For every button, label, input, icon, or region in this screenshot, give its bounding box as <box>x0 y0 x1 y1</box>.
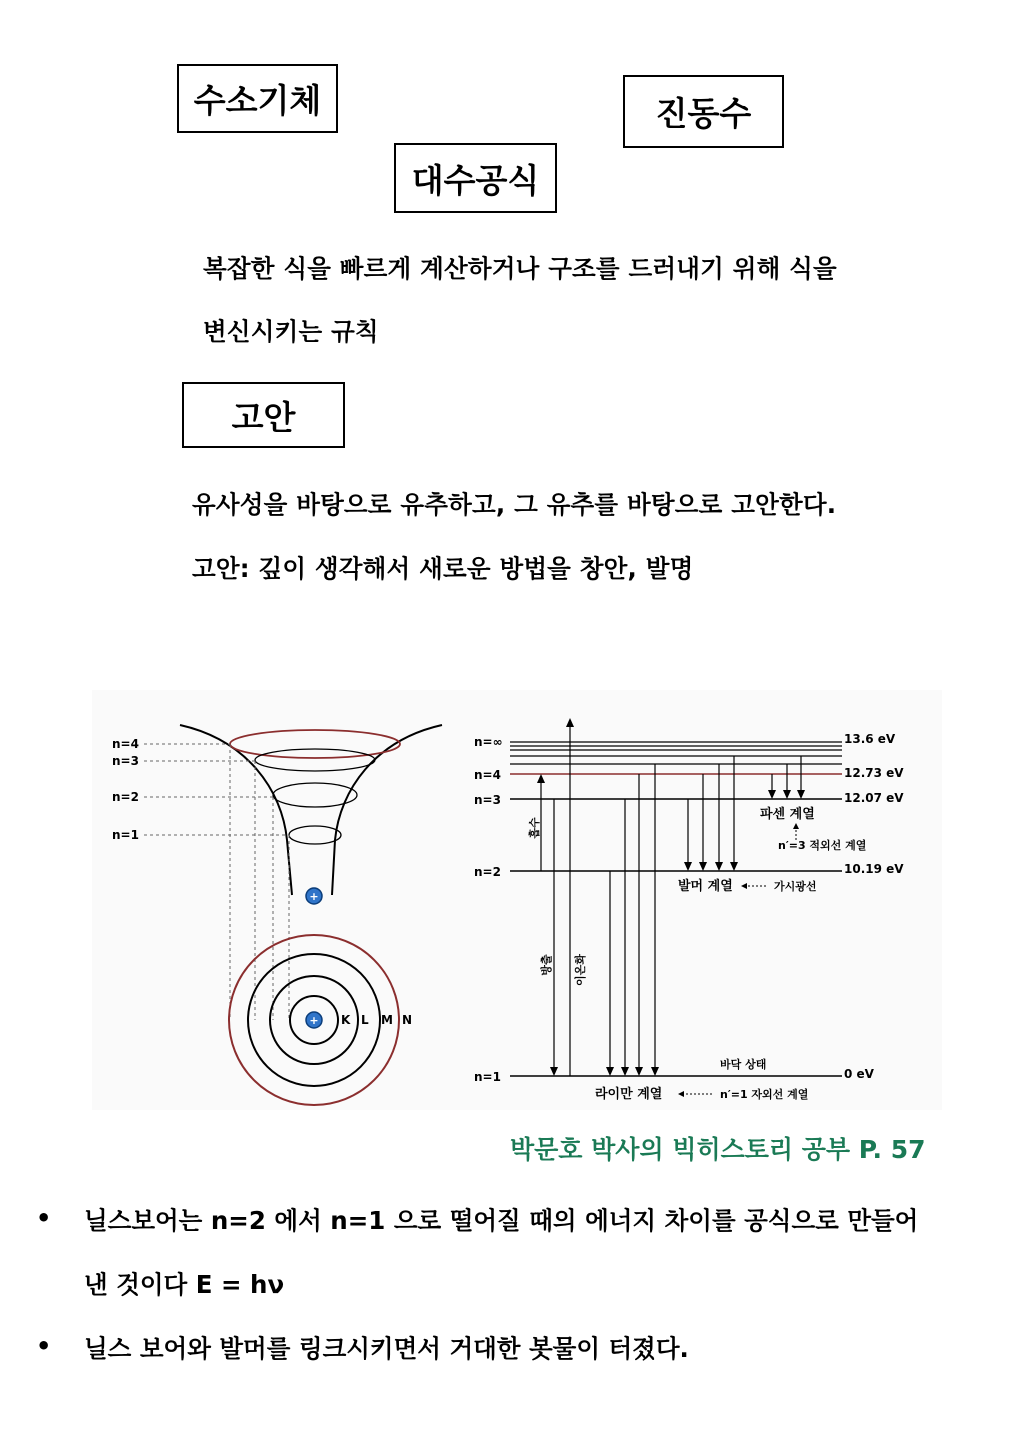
lyman-label: 라이만 계열 <box>595 1087 663 1102</box>
funnel-label-n1: n=1 <box>112 828 139 842</box>
funnel-label-n3: n=3 <box>112 754 139 768</box>
source-caption: 박문호 박사의 빅히스토리 공부 P. 57 <box>510 1135 926 1164</box>
funnel-label-n2: n=2 <box>112 790 139 804</box>
bohr-model-figure <box>92 690 942 1110</box>
shell-nucleus-sign: + <box>309 1014 319 1027</box>
funnel-label-n4: n=4 <box>112 737 139 751</box>
box-algebraic-formula: 대수공식 <box>394 143 557 213</box>
ionization-label: 이온화 <box>574 954 587 986</box>
absorption-label: 흡수 <box>528 817 541 839</box>
devise-line-2: 고안: 깊이 생각해서 새로운 방법을 창안, 발명 <box>192 554 694 583</box>
box-hydrogen-gas: 수소기체 <box>177 64 338 133</box>
energy-value-0: 0 eV <box>844 1067 874 1081</box>
bullet-2-line-1: 닐스 보어와 발머를 링크시키면서 거대한 봇물이 터졌다. <box>84 1334 689 1363</box>
box-frequency: 진동수 <box>623 75 784 148</box>
shell-label-m: M <box>381 1013 393 1027</box>
energy-value-12-73: 12.73 eV <box>844 766 904 780</box>
level-label-n3: n=3 <box>474 793 501 807</box>
lyman-note: n′=1 자외선 계열 <box>720 1088 809 1101</box>
level-label-n4: n=4 <box>474 768 501 782</box>
bohr-model-svg <box>92 690 942 1110</box>
definition-line-1: 복잡한 식을 빠르게 계산하거나 구조를 드러내기 위해 식을 <box>203 254 837 283</box>
shell-label-n: N <box>402 1013 413 1027</box>
level-label-n2: n=2 <box>474 865 501 879</box>
paschen-label: 파센 계열 <box>760 807 815 822</box>
level-label-n1: n=1 <box>474 1070 501 1084</box>
ground-state-label: 바닥 상태 <box>720 1058 767 1071</box>
bullet-marker-1: • <box>36 1204 52 1232</box>
balmer-label: 발머 계열 <box>678 879 733 894</box>
shell-label-l: L <box>361 1013 369 1027</box>
balmer-note: 가시광선 <box>774 880 817 893</box>
definition-line-2: 변신시키는 규칙 <box>203 317 379 346</box>
emission-label: 방출 <box>540 954 553 976</box>
box-devise: 고안 <box>182 382 345 448</box>
level-label-ninf: n=∞ <box>474 735 503 749</box>
devise-line-1: 유사성을 바탕으로 유추하고, 그 유추를 바탕으로 고안한다. <box>192 490 837 519</box>
paschen-note: n′=3 적외선 계열 <box>778 839 867 852</box>
energy-value-12-07: 12.07 eV <box>844 791 904 805</box>
shell-label-k: K <box>341 1013 351 1027</box>
bullet-marker-2: • <box>36 1332 52 1360</box>
energy-value-10-19: 10.19 eV <box>844 862 904 876</box>
bullet-1-line-1: 닐스보어는 n=2 에서 n=1 으로 떨어질 때의 에너지 차이를 공식으로 만들어 <box>84 1206 919 1235</box>
energy-value-13-6: 13.6 eV <box>844 732 896 746</box>
funnel-nucleus-sign: + <box>309 890 319 903</box>
bullet-1-line-2: 낸 것이다 E = hν <box>84 1270 285 1299</box>
